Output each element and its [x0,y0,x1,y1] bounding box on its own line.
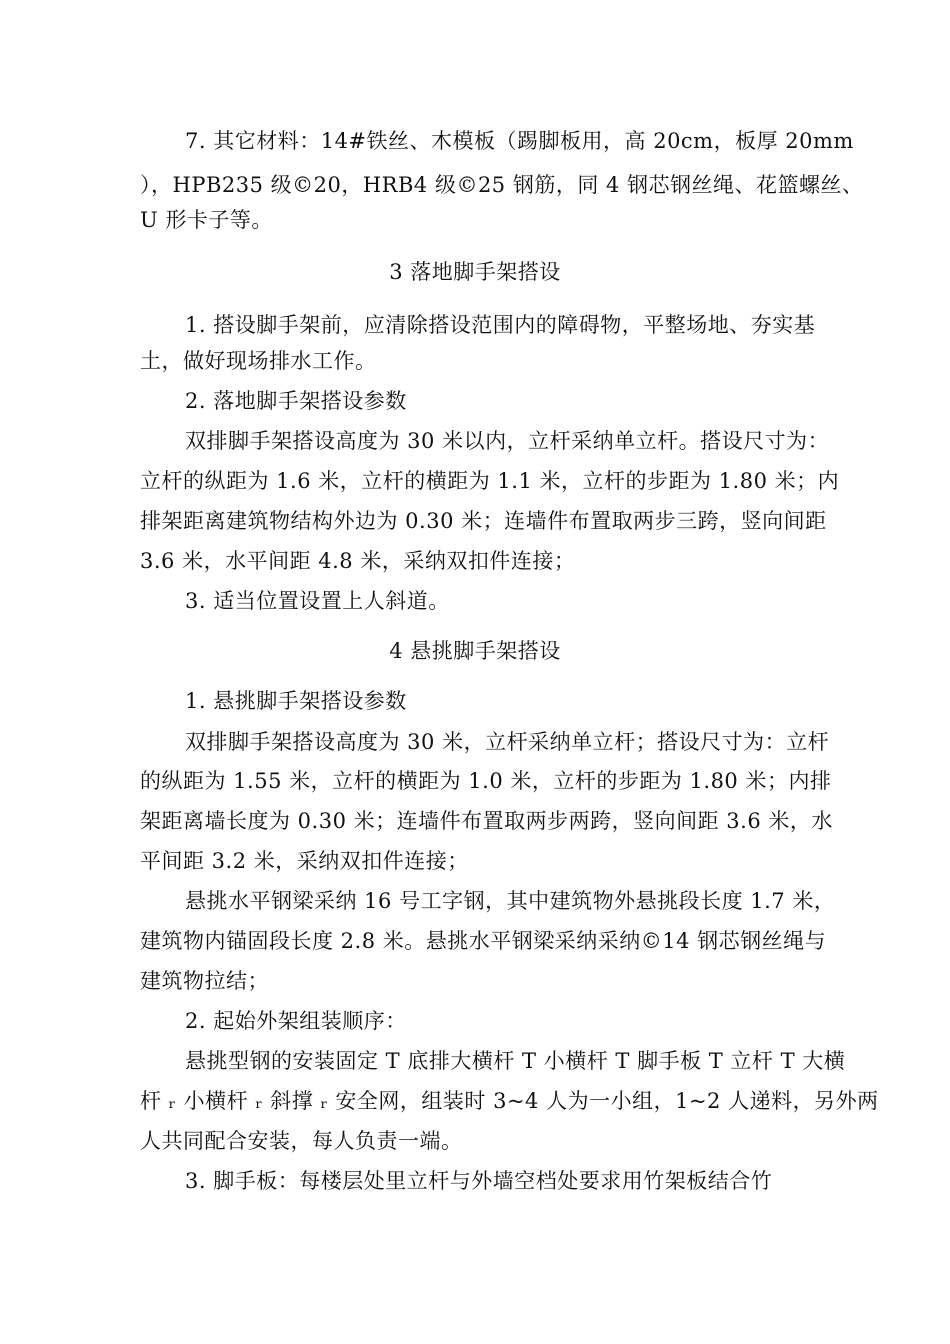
paragraph-line: 1. 搭设脚手架前，应清除搭设范围内的障碍物，平整场地、夯实基 [185,313,816,337]
paragraph-line: 土，做好现场排水工作。 [140,349,377,373]
paragraph-line: 排架距离建筑物结构外边为 0.30 米；连墙件布置取两步三跨，竖向间距 [140,509,827,533]
paragraph-line: U 形卡子等。 [140,208,273,232]
paragraph-line: 3. 脚手板：每楼层处里立杆与外墙空档处要求用竹架板结合竹 [185,1169,773,1193]
section-heading: 4 悬挑脚手架搭设 [389,639,561,663]
paragraph-line: 悬挑型钢的安装固定 T 底排大横杆 T 小横杆 T 脚手板 T 立杆 T 大横 [185,1049,846,1073]
section-heading: 3 落地脚手架搭设 [389,260,561,284]
paragraph-line: 3.6 米，水平间距 4.8 米，采纳双扣件连接； [140,549,576,573]
paragraph-line: 建筑物内锚固段长度 2.8 米。悬挑水平钢梁采纳采纳©14 钢芯钢丝绳与 [140,929,827,953]
paragraph-line: 的纵距为 1.55 米，立杆的横距为 1.0 米，立杆的步距为 1.80 米；内排 [140,769,832,793]
paragraph-line: 平间距 3.2 米，采纳双扣件连接； [140,849,469,873]
paragraph-line: 双排脚手架搭设高度为 30 米以内，立杆采纳单立杆。搭设尺寸为： [185,429,830,453]
paragraph-line: 1. 悬挑脚手架搭设参数 [185,689,407,713]
paragraph-line: 2. 落地脚手架搭设参数 [185,389,407,413]
paragraph-line: 架距离墙长度为 0.30 米；连墙件布置取两步两跨，竖向间距 3.6 米，水 [140,809,833,833]
paragraph-line: 2. 起始外架组装顺序： [185,1009,407,1033]
paragraph-line: 立杆的纵距为 1.6 米，立杆的横距为 1.1 米，立杆的步距为 1.80 米；内 [140,469,840,493]
paragraph-line: 人共同配合安装，每人负责一端。 [140,1129,463,1153]
paragraph-line: ），HPB235 级©20，HRB4 级©25 钢筋，同 4 钢芯钢丝绳、花篮螺丝、 [140,173,864,197]
paragraph-line: 建筑物拉结； [140,969,269,993]
paragraph-line: 7. 其它材料：14#铁丝、木模板（踢脚板用，高 20cm，板厚 20mm [185,129,854,153]
paragraph-line: 悬挑水平钢梁采纳 16 号工字钢，其中建筑物外悬挑段长度 1.7 米， [185,889,836,913]
paragraph-line: 双排脚手架搭设高度为 30 米，立杆采纳单立杆；搭设尺寸为：立杆 [185,730,830,754]
paragraph-line: 3. 适当位置设置上人斜道。 [185,589,450,613]
paragraph-line: 杆 ᵣ 小横杆 ᵣ 斜撑 ᵣ 安全网，组装时 3~4 人为一小组，1~2 人递料，另外两 [140,1089,879,1113]
